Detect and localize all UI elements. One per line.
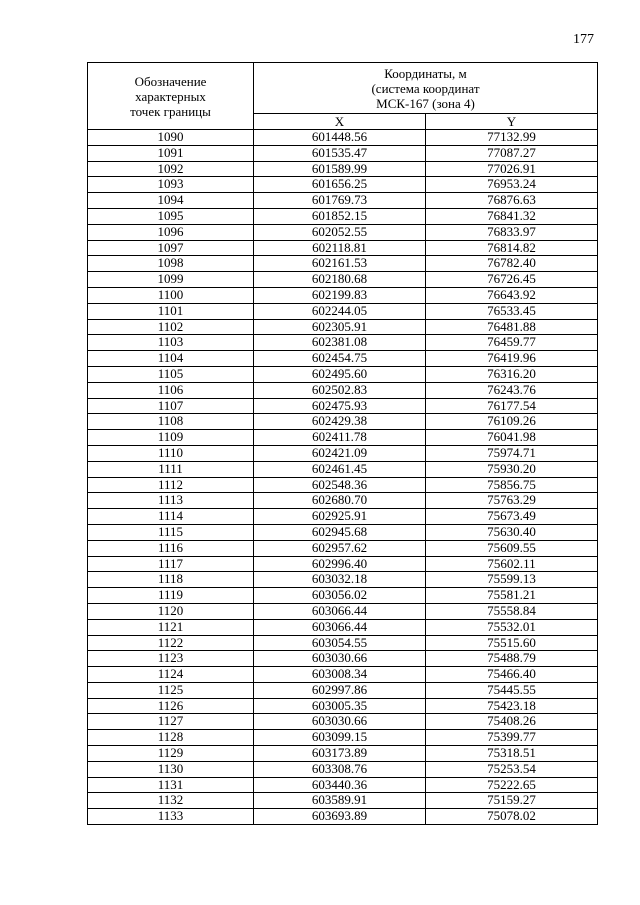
x-coordinate-cell: 602180.68 — [254, 272, 426, 288]
y-coordinate-cell: 76419.96 — [426, 351, 598, 367]
point-id-cell: 1095 — [88, 208, 254, 224]
x-coordinate-cell: 602957.62 — [254, 540, 426, 556]
point-id-cell: 1115 — [88, 524, 254, 540]
y-coordinate-cell: 76643.92 — [426, 287, 598, 303]
y-coordinate-cell: 75630.40 — [426, 524, 598, 540]
x-coordinate-cell: 602421.09 — [254, 445, 426, 461]
table-row — [88, 287, 598, 303]
x-coordinate-cell: 603066.44 — [254, 603, 426, 619]
y-coordinate-cell: 76109.26 — [426, 414, 598, 430]
x-coordinate-cell: 603440.36 — [254, 777, 426, 793]
x-coordinate-cell: 602052.55 — [254, 224, 426, 240]
point-id-cell: 1109 — [88, 430, 254, 446]
x-coordinate-cell: 602429.38 — [254, 414, 426, 430]
boundary-points-table — [87, 62, 598, 825]
y-coordinate-cell: 76782.40 — [426, 256, 598, 272]
table-row — [88, 809, 598, 825]
point-id-cell: 1111 — [88, 461, 254, 477]
table-row — [88, 382, 598, 398]
y-coordinate-cell: 76481.88 — [426, 319, 598, 335]
x-coordinate-cell: 603030.66 — [254, 714, 426, 730]
table-row — [88, 777, 598, 793]
header-x: X — [254, 114, 426, 130]
table-row — [88, 240, 598, 256]
point-id-cell: 1099 — [88, 272, 254, 288]
x-coordinate-cell: 602461.45 — [254, 461, 426, 477]
x-coordinate-cell: 601852.15 — [254, 208, 426, 224]
y-coordinate-cell: 76841.32 — [426, 208, 598, 224]
x-coordinate-cell: 602996.40 — [254, 556, 426, 572]
x-coordinate-cell: 603173.89 — [254, 746, 426, 762]
table-row — [88, 430, 598, 446]
y-coordinate-cell: 75602.11 — [426, 556, 598, 572]
y-coordinate-cell: 75408.26 — [426, 714, 598, 730]
x-coordinate-cell: 602502.83 — [254, 382, 426, 398]
y-coordinate-cell: 75318.51 — [426, 746, 598, 762]
x-coordinate-cell: 603066.44 — [254, 619, 426, 635]
point-id-cell: 1117 — [88, 556, 254, 572]
x-coordinate-cell: 602118.81 — [254, 240, 426, 256]
point-id-cell: 1112 — [88, 477, 254, 493]
header-coordinates — [254, 63, 598, 114]
y-coordinate-cell: 75673.49 — [426, 509, 598, 525]
y-coordinate-cell: 75856.75 — [426, 477, 598, 493]
x-coordinate-cell: 602199.83 — [254, 287, 426, 303]
y-coordinate-cell: 76833.97 — [426, 224, 598, 240]
y-coordinate-cell: 75515.60 — [426, 635, 598, 651]
x-coordinate-cell: 602475.93 — [254, 398, 426, 414]
x-coordinate-cell: 602161.53 — [254, 256, 426, 272]
y-coordinate-cell: 75423.18 — [426, 698, 598, 714]
table-row — [88, 746, 598, 762]
point-id-cell: 1091 — [88, 145, 254, 161]
point-id-cell: 1114 — [88, 509, 254, 525]
x-coordinate-cell: 603099.15 — [254, 730, 426, 746]
table-row — [88, 793, 598, 809]
point-id-cell: 1107 — [88, 398, 254, 414]
table-row — [88, 351, 598, 367]
header-name-line: точек границы — [130, 103, 211, 119]
header-coords-line: (система координат — [371, 80, 480, 96]
x-coordinate-cell: 601769.73 — [254, 193, 426, 209]
table-row — [88, 335, 598, 351]
point-id-cell: 1116 — [88, 540, 254, 556]
point-id-cell: 1113 — [88, 493, 254, 509]
y-coordinate-cell: 76243.76 — [426, 382, 598, 398]
header-y: Y — [426, 114, 598, 130]
x-coordinate-cell: 601656.25 — [254, 177, 426, 193]
header-coords-line: Координаты, м — [384, 65, 467, 81]
x-coordinate-cell: 601448.56 — [254, 130, 426, 146]
x-coordinate-cell: 602244.05 — [254, 303, 426, 319]
y-coordinate-cell: 76814.82 — [426, 240, 598, 256]
table-row — [88, 208, 598, 224]
point-id-cell: 1100 — [88, 287, 254, 303]
table-row — [88, 761, 598, 777]
table-row — [88, 698, 598, 714]
table-row — [88, 667, 598, 683]
table-row — [88, 256, 598, 272]
x-coordinate-cell: 603693.89 — [254, 809, 426, 825]
point-id-cell: 1119 — [88, 588, 254, 604]
y-coordinate-cell: 75466.40 — [426, 667, 598, 683]
y-coordinate-cell: 75488.79 — [426, 651, 598, 667]
y-coordinate-cell: 76459.77 — [426, 335, 598, 351]
y-coordinate-cell: 77026.91 — [426, 161, 598, 177]
table-row — [88, 509, 598, 525]
table-row — [88, 177, 598, 193]
point-id-cell: 1102 — [88, 319, 254, 335]
table-row — [88, 556, 598, 572]
x-coordinate-cell: 602945.68 — [254, 524, 426, 540]
point-id-cell: 1126 — [88, 698, 254, 714]
point-id-cell: 1105 — [88, 366, 254, 382]
x-coordinate-cell: 602925.91 — [254, 509, 426, 525]
point-id-cell: 1129 — [88, 746, 254, 762]
y-coordinate-cell: 75159.27 — [426, 793, 598, 809]
table-row — [88, 730, 598, 746]
table-row — [88, 319, 598, 335]
table-row — [88, 651, 598, 667]
y-coordinate-cell: 75599.13 — [426, 572, 598, 588]
table-row — [88, 272, 598, 288]
table-row — [88, 130, 598, 146]
point-id-cell: 1092 — [88, 161, 254, 177]
point-id-cell: 1131 — [88, 777, 254, 793]
table-row — [88, 524, 598, 540]
table-header — [88, 63, 598, 130]
page-number: 177 — [573, 32, 594, 47]
table-row — [88, 303, 598, 319]
table-row — [88, 540, 598, 556]
header-name-line: Обозначение — [134, 73, 207, 89]
x-coordinate-cell: 603008.34 — [254, 667, 426, 683]
point-id-cell: 1094 — [88, 193, 254, 209]
x-coordinate-cell: 602411.78 — [254, 430, 426, 446]
y-coordinate-cell: 77132.99 — [426, 130, 598, 146]
point-id-cell: 1123 — [88, 651, 254, 667]
header-coords-line: МСК-167 (зона 4) — [376, 95, 475, 111]
point-id-cell: 1118 — [88, 572, 254, 588]
x-coordinate-cell: 602680.70 — [254, 493, 426, 509]
point-id-cell: 1133 — [88, 809, 254, 825]
table-row — [88, 714, 598, 730]
table-row — [88, 193, 598, 209]
y-coordinate-cell: 76316.20 — [426, 366, 598, 382]
point-id-cell: 1106 — [88, 382, 254, 398]
y-coordinate-cell: 77087.27 — [426, 145, 598, 161]
x-coordinate-cell: 602495.60 — [254, 366, 426, 382]
point-id-cell: 1130 — [88, 761, 254, 777]
y-coordinate-cell: 76876.63 — [426, 193, 598, 209]
point-id-cell: 1120 — [88, 603, 254, 619]
point-id-cell: 1127 — [88, 714, 254, 730]
point-id-cell: 1122 — [88, 635, 254, 651]
table-row — [88, 682, 598, 698]
y-coordinate-cell: 75609.55 — [426, 540, 598, 556]
table-row — [88, 635, 598, 651]
table-row — [88, 366, 598, 382]
table-body — [88, 130, 598, 825]
point-id-cell: 1098 — [88, 256, 254, 272]
y-coordinate-cell: 75253.54 — [426, 761, 598, 777]
y-coordinate-cell: 75078.02 — [426, 809, 598, 825]
header-name-line: характерных — [135, 88, 206, 104]
y-coordinate-cell: 76953.24 — [426, 177, 598, 193]
x-coordinate-cell: 602997.86 — [254, 682, 426, 698]
y-coordinate-cell: 75930.20 — [426, 461, 598, 477]
table-row — [88, 461, 598, 477]
header-point-designation — [88, 63, 254, 130]
table-row — [88, 493, 598, 509]
x-coordinate-cell: 603589.91 — [254, 793, 426, 809]
table-row — [88, 619, 598, 635]
point-id-cell: 1104 — [88, 351, 254, 367]
y-coordinate-cell: 75581.21 — [426, 588, 598, 604]
point-id-cell: 1110 — [88, 445, 254, 461]
y-coordinate-cell: 75445.55 — [426, 682, 598, 698]
y-coordinate-cell: 76726.45 — [426, 272, 598, 288]
point-id-cell: 1121 — [88, 619, 254, 635]
x-coordinate-cell: 603030.66 — [254, 651, 426, 667]
table-row — [88, 161, 598, 177]
point-id-cell: 1090 — [88, 130, 254, 146]
y-coordinate-cell: 75222.65 — [426, 777, 598, 793]
y-coordinate-cell: 75763.29 — [426, 493, 598, 509]
x-coordinate-cell: 603005.35 — [254, 698, 426, 714]
point-id-cell: 1125 — [88, 682, 254, 698]
x-coordinate-cell: 601589.99 — [254, 161, 426, 177]
y-coordinate-cell: 76177.54 — [426, 398, 598, 414]
y-coordinate-cell: 76041.98 — [426, 430, 598, 446]
x-coordinate-cell: 602548.36 — [254, 477, 426, 493]
point-id-cell: 1132 — [88, 793, 254, 809]
table-row — [88, 588, 598, 604]
table-row — [88, 414, 598, 430]
x-coordinate-cell: 602454.75 — [254, 351, 426, 367]
y-coordinate-cell: 75532.01 — [426, 619, 598, 635]
x-coordinate-cell: 603056.02 — [254, 588, 426, 604]
y-coordinate-cell: 75558.84 — [426, 603, 598, 619]
x-coordinate-cell: 603054.55 — [254, 635, 426, 651]
point-id-cell: 1128 — [88, 730, 254, 746]
point-id-cell: 1124 — [88, 667, 254, 683]
point-id-cell: 1103 — [88, 335, 254, 351]
y-coordinate-cell: 75974.71 — [426, 445, 598, 461]
table-row — [88, 477, 598, 493]
point-id-cell: 1093 — [88, 177, 254, 193]
table-row — [88, 572, 598, 588]
table-row — [88, 603, 598, 619]
table-row — [88, 398, 598, 414]
x-coordinate-cell: 601535.47 — [254, 145, 426, 161]
point-id-cell: 1097 — [88, 240, 254, 256]
point-id-cell: 1101 — [88, 303, 254, 319]
table-row — [88, 145, 598, 161]
x-coordinate-cell: 602305.91 — [254, 319, 426, 335]
x-coordinate-cell: 602381.08 — [254, 335, 426, 351]
table-row — [88, 445, 598, 461]
x-coordinate-cell: 603308.76 — [254, 761, 426, 777]
table-row — [88, 224, 598, 240]
y-coordinate-cell: 76533.45 — [426, 303, 598, 319]
x-coordinate-cell: 603032.18 — [254, 572, 426, 588]
point-id-cell: 1096 — [88, 224, 254, 240]
point-id-cell: 1108 — [88, 414, 254, 430]
y-coordinate-cell: 75399.77 — [426, 730, 598, 746]
